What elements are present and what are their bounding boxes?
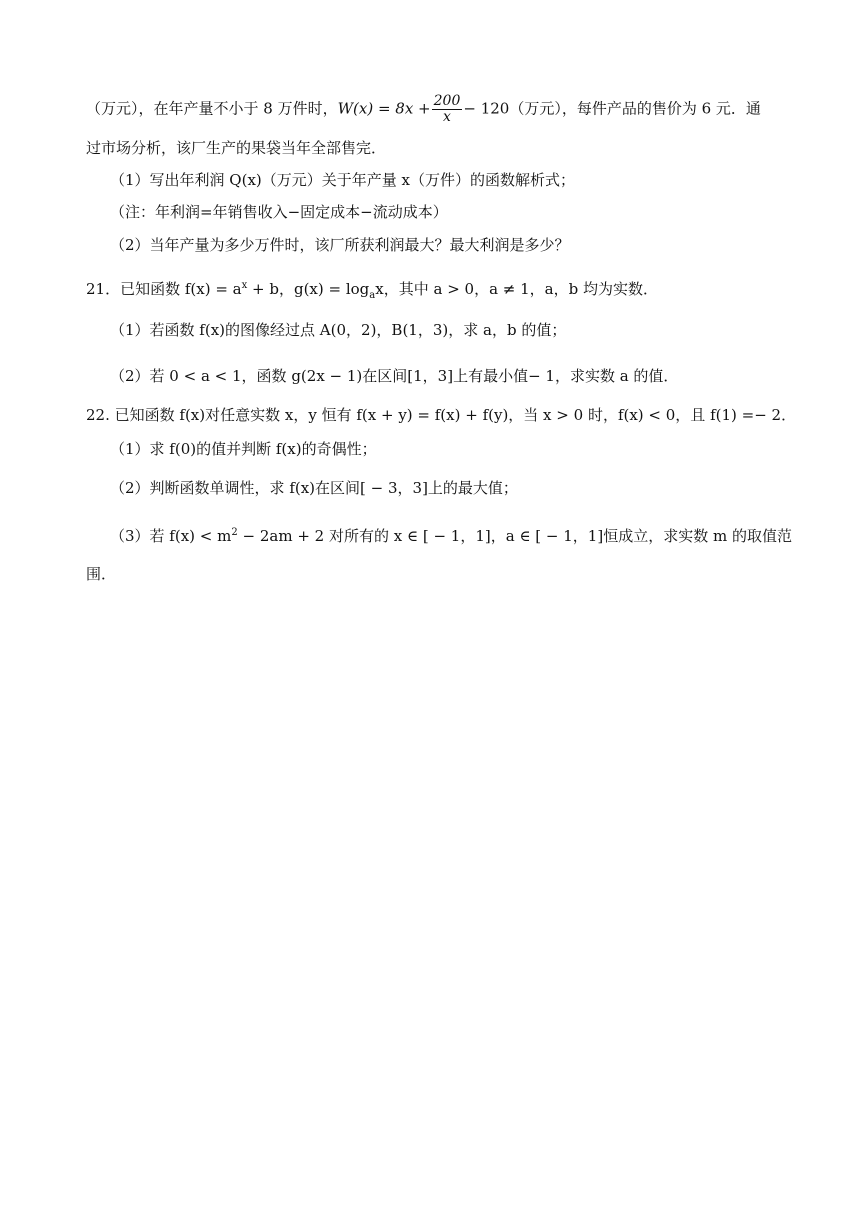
- superscript: x: [241, 280, 248, 291]
- q22-part2: （2）判断函数单调性，求 f(x)在区间[ − 3，3]上的最大值；: [110, 479, 518, 497]
- text-segment: − 120（万元），每件产品的售价为 6 元．通: [463, 99, 761, 118]
- q21-part2: （2）若 0 < a < 1，函数 g(2x − 1)在区间[1，3]上有最小值− 1，求实数 a 的值．: [110, 367, 679, 385]
- superscript: 2: [231, 527, 238, 538]
- q22-part1: （1）求 f(0)的值并判断 f(x)的奇偶性；: [110, 440, 377, 458]
- q21-part1: （1）若函数 f(x)的图像经过点 A(0，2)，B(1，3)，求 a，b 的值；: [110, 321, 567, 339]
- q21-stem: [86, 276, 658, 306]
- text-segment: （3）若 f(x) < m: [110, 527, 232, 545]
- q22-stem: 22. 已知函数 f(x)对任意实数 x，y 恒有 f(x + y) = f(x) + f(y)，当 x > 0 时，f(x) < 0，且 f(1) =− 2．: [86, 406, 797, 424]
- text-segment: − 2am + 2 对所有的 x ∈ [ − 1，1]，a ∈ [ − 1，1]恒成立，求实数 m 的取值范: [237, 527, 792, 545]
- q22-part3-line2: 围．: [86, 565, 117, 583]
- q20-part1: （1）写出年利润 Q(x)（万元）关于年产量 x（万件）的函数解析式；: [110, 171, 576, 189]
- text-segment: + b，g(x) = log: [247, 280, 370, 298]
- q20-part2: （2）当年产量为多少万件时，该厂所获利润最大？最大利润是多少？: [110, 236, 570, 254]
- fraction-200-over-x: [432, 94, 463, 125]
- text-segment: 21．已知函数 f(x) = a: [86, 280, 242, 298]
- subscript: a: [369, 290, 376, 301]
- q22-part3: [110, 523, 792, 546]
- fraction-denominator: x: [443, 109, 451, 125]
- text-segment: （万元），在年产量不小于 8 万件时，: [86, 99, 338, 118]
- fraction-numerator: 200: [433, 93, 461, 109]
- text-segment: x，其中 a > 0，a ≠ 1，a，b 均为实数．: [375, 280, 658, 298]
- q20-note: （注：年利润=年销售收入−固定成本−流动成本）: [110, 203, 448, 221]
- paragraph-cost-line1: [86, 94, 761, 125]
- formula-wx: W(x) = 8x +: [337, 99, 431, 118]
- paragraph-cost-line2: 过市场分析，该厂生产的果袋当年全部售完．: [86, 139, 387, 157]
